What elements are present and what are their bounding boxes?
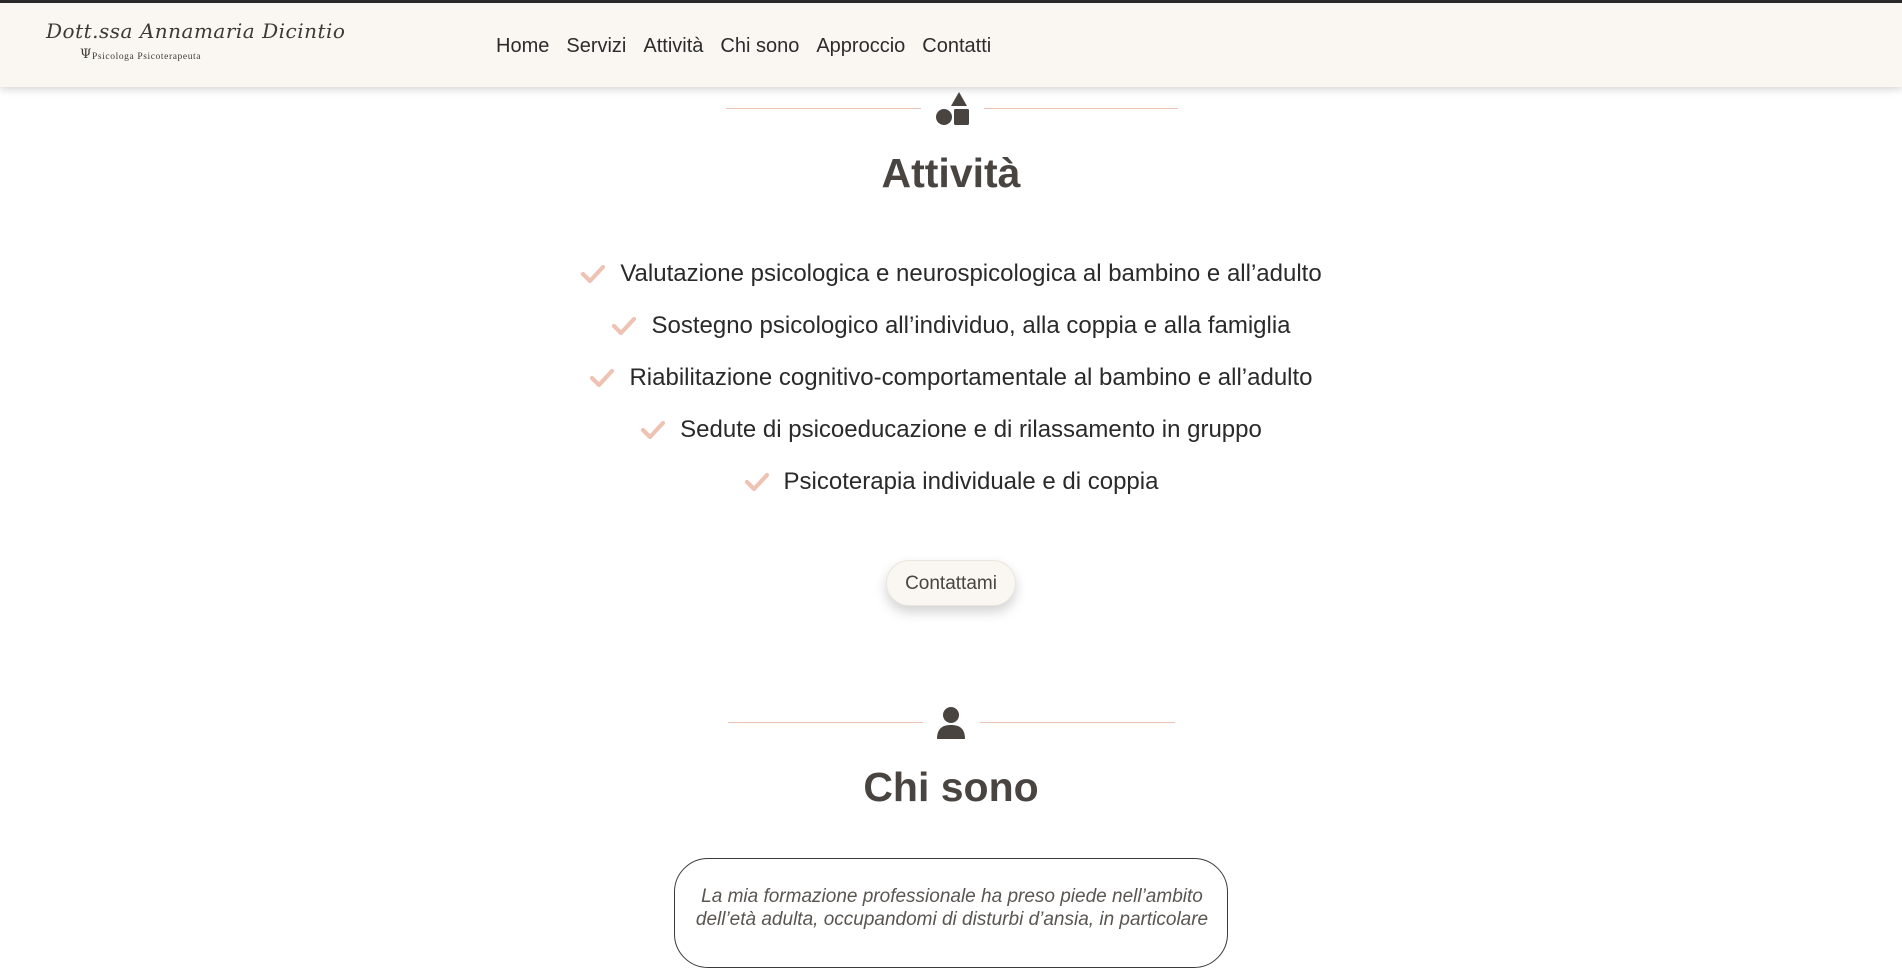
nav-chi-sono[interactable]: Chi sono [720, 35, 800, 57]
check-icon [640, 420, 666, 440]
main-nav [496, 33, 991, 59]
list-item [0, 248, 1902, 300]
nav-servizi[interactable]: Servizi [566, 35, 627, 57]
activities-title: Attività [881, 150, 1021, 196]
psi-icon: Ψ Psicologa Psicoterapeuta [80, 47, 202, 62]
check-icon [589, 368, 615, 388]
nav-contatti[interactable]: Contatti [922, 35, 992, 57]
list-item-label: Riabilitazione cognitivo-comportamentale al bambino e all’adulto [629, 364, 1313, 391]
about-text [675, 885, 1229, 931]
about-title: Chi sono [863, 764, 1039, 810]
nav-attivita[interactable]: Attività [643, 35, 704, 57]
logo-script-name: Dott.ssa Annamaria Dicintio [46, 19, 346, 43]
check-icon [580, 264, 606, 284]
list-item [0, 300, 1902, 352]
shapes-icon [934, 92, 970, 126]
check-icon [744, 472, 770, 492]
check-icon [611, 316, 637, 336]
list-item [0, 352, 1902, 404]
activities-list [0, 248, 1902, 508]
list-item [0, 404, 1902, 456]
contact-button[interactable]: Contattami [886, 560, 1016, 606]
nav-approccio[interactable]: Approccio [816, 35, 906, 57]
nav-home[interactable]: Home [496, 35, 550, 57]
list-item-label: Sedute di psicoeducazione e di rilassamento in gruppo [680, 416, 1262, 443]
section-divider-right [984, 108, 1178, 109]
navbar [0, 3, 1902, 87]
list-item-label: Sostegno psicologico all’individuo, alla coppia e alla famiglia [651, 312, 1291, 339]
logo[interactable] [46, 17, 346, 73]
list-item-label: Psicoterapia individuale e di coppia [783, 468, 1159, 495]
list-item-label: Valutazione psicologica e neurospicologica al bambino e all’adulto [620, 260, 1322, 287]
section-divider-left [726, 108, 921, 109]
section-divider-left [728, 722, 923, 723]
about-card [674, 858, 1228, 968]
section-divider-right [980, 722, 1175, 723]
logo-subtitle: Psicologa Psicoterapeuta [92, 52, 202, 62]
user-icon [936, 706, 966, 740]
list-item [0, 456, 1902, 508]
about-text-line: La mia formazione professionale ha preso piede nell’ambito [701, 886, 1203, 907]
about-text-line: dell’età adulta, occupandomi di disturbi d’ansia, in particolare [695, 909, 1209, 930]
